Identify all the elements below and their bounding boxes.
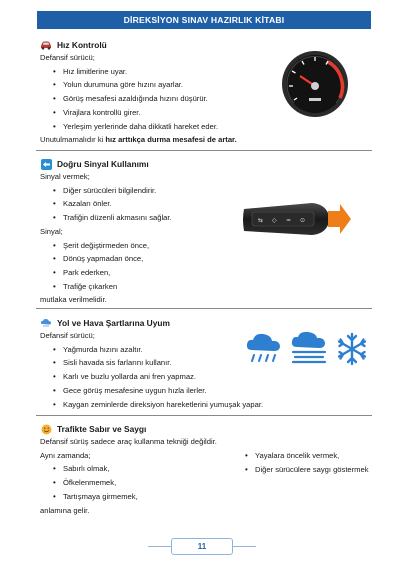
snowflake-icon	[335, 331, 369, 367]
speedometer-icon	[280, 50, 350, 118]
section-title-text: Doğru Sinyal Kullanımı	[57, 159, 149, 169]
list-item: • Sisli havada sis farlarını kullanır.	[53, 356, 372, 370]
car-icon	[40, 40, 52, 51]
section-title	[40, 317, 372, 329]
divider	[36, 415, 372, 416]
list-item: • Trafiğin düzenli akmasını sağlar.	[53, 211, 372, 225]
section-intro: Defansif sürüş sadece araç kullanma tekniği değildir.	[40, 437, 217, 446]
divider	[36, 150, 372, 151]
closing-emphasis: hız arttıkça durma mesafesi de artar.	[105, 135, 237, 145]
list-item: • Virajlara kontrollü girer.	[53, 106, 372, 120]
svg-text:⇆: ⇆	[258, 217, 264, 224]
list-item: • Diğer sürücüleri bilgilendirir.	[53, 184, 372, 198]
list-item: • Hız limitlerine uyar.	[53, 65, 372, 79]
section-road-weather	[40, 317, 372, 411]
closing-text: Unutulmamalıdır ki	[40, 135, 106, 145]
list-item: • Tartışmaya girmemek,	[53, 490, 372, 504]
bullet-list-right	[245, 449, 369, 476]
list-item: • Şerit değiştirmeden önce,	[53, 239, 372, 253]
svg-text:≈: ≈	[286, 217, 292, 224]
list-item: • Yerleşim yerlerinde daha dikkatli hareket eder.	[53, 120, 372, 134]
bullet-list	[53, 239, 372, 294]
page-header: DİREKSİYON SINAV HAZIRLIK KİTABI	[37, 11, 371, 29]
section-speed-control	[40, 39, 372, 147]
section-closing: anlamına gelir.	[40, 505, 90, 515]
smile-icon	[40, 424, 52, 435]
svg-text:⊙: ⊙	[300, 217, 306, 224]
list-item: • Gece görüş mesafesine uygun hızla ilerler.	[53, 384, 372, 398]
fog-cloud-icon	[290, 331, 328, 367]
list-item: • Yayalara öncelik vermek,	[245, 449, 369, 463]
list-item: • Dönüş yapmadan önce,	[53, 252, 372, 266]
list-item: • Yağmurda hızını azaltır.	[53, 343, 372, 357]
section-patience-respect	[40, 423, 372, 517]
list-item: • Karlı ve buzlu yollarda ani fren yapmaz.	[53, 370, 372, 384]
section-intro-2: Aynı zamanda;	[40, 450, 91, 460]
divider	[36, 308, 372, 309]
list-item: • Diğer sürücülere saygı göstermek	[245, 463, 369, 477]
section-closing	[40, 133, 372, 147]
section-intro: Defansif sürücü;	[40, 53, 95, 62]
turn-signal-icon	[40, 159, 52, 170]
list-item: • Öfkelenmemek,	[53, 476, 372, 490]
list-item: • Sabırlı olmak,	[53, 462, 372, 476]
section-intro-2: Sinyal;	[40, 226, 63, 236]
list-item: • Trafiğe çıkarken	[53, 280, 372, 294]
section-title-text: Trafikte Sabır ve Saygı	[57, 424, 147, 434]
page-number-rule-left	[148, 546, 171, 547]
list-item: • Park ederken,	[53, 266, 372, 280]
rain-cloud-icon	[245, 331, 283, 367]
list-item: • Kaygan zeminlerde direksiyon hareketlerini yumuşak yapar.	[53, 398, 372, 412]
list-item: • Kazaları önler.	[53, 197, 372, 211]
section-title-text: Yol ve Hava Şartlarına Uyum	[57, 318, 170, 328]
section-intro: Defansif sürücü;	[40, 331, 95, 340]
section-title	[40, 158, 372, 170]
section-closing: mutlaka verilmelidir.	[40, 295, 107, 305]
section-signal-usage	[40, 158, 372, 307]
page-number: 11	[171, 538, 233, 555]
svg-text:◇: ◇	[272, 217, 277, 224]
list-item: • Görüş mesafesi azaldığında hızını düşürür.	[53, 92, 372, 106]
section-title	[40, 423, 372, 435]
signal-stalk-icon	[240, 195, 352, 245]
weather-icon	[40, 318, 52, 329]
section-title-text: Hız Kontrolü	[57, 40, 107, 50]
page-number-rule-right	[233, 546, 256, 547]
section-intro: Sinyal vermek;	[40, 172, 90, 181]
list-item: • Yolun durumuna göre hızını ayarlar.	[53, 78, 372, 92]
